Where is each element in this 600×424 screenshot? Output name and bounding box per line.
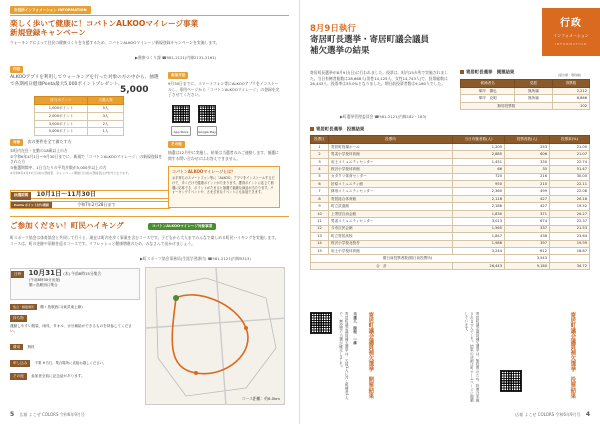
election-qr-icon[interactable]	[310, 312, 332, 334]
side-heading: 寄居町議会議員補欠選挙 投票結果	[569, 312, 576, 399]
council-heading: 寄居町議会議員補欠選挙 開票結果	[367, 312, 374, 399]
council-col-1: 寄居町議会議員補欠選挙は、欠員1人に対し候補者1人で、無投票で当選が確定しました。	[339, 312, 350, 400]
map-caption: コース距離：約6.0km	[241, 395, 280, 401]
table-row: 10 上寄居自治会館 1,830 371 20.27	[311, 210, 590, 217]
target-section: 対象 次の要件を全て満たす方	[10, 139, 71, 146]
table-row: 15 用土小学校体育館 3,244 612 18.87	[311, 247, 590, 254]
right-footer: 広報 よこぜ COLORS 令和6年9月号 4	[515, 410, 590, 418]
table-row: 9 町立武道館 2,186 427 19.52	[311, 203, 590, 210]
results-table: 候補者名 党派 得票数 峯岸 優也 無所属 2,212 峯岸 克明 無所属 6,866 無効投票数 102	[460, 79, 590, 110]
app-store-button[interactable]: App Store	[171, 126, 191, 136]
requirements-list: ①町内在住・在勤の18歳以上の方 ②令和6年4月1日〜9月30日までに、新規で「コバトンALKOOマイレージ」の新規登録をされた方 ③抽選期間中、1日当たりの平均歩数が5,000歩以上の方 ※令和6年3月31日以前の登録者、キャンペーン開始日以前の登録者は対象外となります。	[10, 148, 163, 175]
election-contact: ▶町選挙管理委員会 ☎581-2121(内線182・183)	[340, 114, 427, 119]
hiking-details: 集合・解散場所 鶴ヶ島駅西口(東武東上線) 持ち物 運動しやすい服装、雨具、タオル、水分補給ができるものを持参してください。 費用 無料 申し込み 不要 ※当日、集合場所に直接お越しください。 その他 参加者全員に記念品があります。	[10, 305, 132, 379]
max-points: 5,000	[120, 85, 149, 95]
header-rule	[10, 15, 289, 16]
table-row: 3 用土コミュニティセンター 1,451 330 22.74	[311, 158, 590, 165]
table-row: 7 鉢形コミュニティセンター 2,360 499 22.08	[311, 188, 590, 195]
table-row: 4 桜沢小学校体育館 66 35 51.47	[311, 166, 590, 173]
campaign-intro: ウォーキングによって住民の健康づくりを支援するため、コバトンALKOOマイレージ新規登録キャンペーンを実施します。	[10, 40, 220, 45]
side-col-body: 寄居町議会議員補欠選挙は、無投票のため、投票は実施されませんでした。結果の詳細は町ホームページに掲載しています。	[464, 312, 480, 402]
note-box: コバトンALKOOマイレージとは？ お手持ちのスマートフォン等に「ALKOO」アプリをインストールするだけで、歩くだけで健康ポイントがたまります。獲得ポイントに応じて抽選に応募でき、ポイントがたまると抽選で素敵な商品が当たります。ウォーキングイベントや、さまざまなイベントにも参加できます。	[168, 166, 280, 208]
app-store-qr-icon[interactable]	[172, 105, 190, 123]
election-title: 8月9日執行 寄居町長選挙・寄居町議会議員 補欠選挙の結果	[310, 24, 430, 57]
table-row: 14 桜沢小学校北校舎 1,986 397 19.99	[311, 240, 590, 247]
table-row: 11 男衾コミュニティセンター 3,013 674 22.37	[311, 218, 590, 225]
content-text: ALKOOアプリを利用してウォーキングを行った対象の方の中から、抽選で各期初日健康Ponta最大5,000ポイントプレゼント。	[10, 75, 159, 87]
google-play-button[interactable]: Google Play	[197, 126, 217, 136]
google-play-qr-icon[interactable]	[198, 105, 216, 123]
table-row: 2 男衾小学校体育館 2,885 606 21.07	[311, 151, 590, 158]
campaign-contact: ▶健康づくり課 ☎581-2121(内線2131-2161)	[135, 55, 217, 60]
hiking-contact: ▶町スポーツ協会事務局(生涯学習課内) ☎581-2121(内線5313)	[140, 256, 251, 261]
vote-heading: 寄居町長選挙 投票結果	[310, 127, 364, 133]
how-text: 9月30日までに、スマートフォン等にALKOOアプリをインストールし、専用ページから「コバトンALKOOマイレージ」の登録を完了させてください。	[168, 81, 280, 98]
category-bar: 市役所インフォメーション INFORMATION	[10, 6, 91, 14]
table-row: 13 町立寄居高校 1,847 436 23.64	[311, 233, 590, 240]
section-tab: 行政 インフォメーション INFORMATION	[542, 8, 600, 56]
table-row: 6 折原コミュニティ館 950 210 22.11	[311, 181, 590, 188]
hiking-title: ご参加ください！町民ハイキング	[10, 221, 124, 230]
section-rule	[10, 216, 289, 217]
table-row: 8 寄居総合体育館 2,116 427 20.18	[311, 195, 590, 202]
campaign-title: 楽しく歩いて健康に！コバトンALKOOマイレージ事業 新規登録キャンペーン	[10, 19, 199, 38]
period-row: 抽選期間 10月1日〜11月30日	[10, 190, 170, 199]
points-table: 付与ポイント 当選人数 1,000ポイント 5人 2,000ポイント 3人 3,000ポイント 2人 5,000ポイント 1人	[34, 96, 124, 136]
content-tag: 内容	[10, 66, 23, 73]
hiking-intro: 町スポーツ協会は体育協会と共同して行うと、現在は町内を歩く事業を含むコースです。子どもから大人までみんなで楽しめる町民ハイキングを実施します。コースは、町の史跡や旧跡を巡るコースです。リフレッシュと健康増進のため、みなさんで出かけましょう。	[10, 235, 279, 246]
vote-table: 投票区 投票所 当日有権者数(人) 投票者数(人) 投票率(%) 1 寄居町役場ホール 1,205 253 21.00 2 男衾小学校体育館 2,885 606 21.07 3 用土コミュニティセンター 1,451 330 22.74 4 桜沢小学校体育館 66 35 51.47 5 カタクリ体育センター 720 216 30.00 6 折原コミュニティ館 950 210 22.11 7 鉢形コミュニティセンター 2,360 499 22.08 8 寄居総合体育館 2,116 427 20.18 9 町立武道館 2,186 427 19.52 10 上寄居自治会館 1,830 371 20.27 11 男衾コミュニティセンター 3,013 674 22.37 12 今市区民会館 1,565 337 21.53 13 町立寄居高校 1,847 436 23.64 14 桜沢小学校北校舎 1,986 397 19.99 15 用土小学校体育館 3,244 612 18.87 期日前投票者数(期日前投票所) 3,543 合 計 26,443 9,160 34.72	[310, 135, 590, 270]
left-footer: 5 広報 よこぜ COLORS 令和6年9月号	[10, 410, 85, 418]
right-page	[300, 0, 600, 424]
table-row: 12 今市区民会館 1,565 337 21.53	[311, 225, 590, 232]
course-route-svg	[146, 268, 285, 405]
how-tag: 参加方法	[168, 72, 188, 79]
alkoo-badge: コバトンALKOOマイレージ対象事業	[148, 223, 216, 230]
results-heading: 寄居町長選挙 開票結果	[460, 70, 514, 76]
other-text: 抽選は12月中に実施し、結果は当選者のみご連絡します。抽選に関する問い合わせにはお答えできません。	[168, 150, 279, 161]
date-box: 日時 10月31日 (木) 午前8時15分集合 (午前8時30分出発) 鶴ヶ島駅西口集合	[10, 268, 140, 300]
table-row: 5 カタクリ体育センター 720 216 30.00	[311, 173, 590, 180]
council-qr-icon[interactable]	[500, 370, 522, 392]
table-row: 1 寄居町役場ホール 1,205 253 21.00	[311, 143, 590, 150]
results-note: (届出順・敬称略)	[558, 73, 582, 77]
election-intro: 寄居町長選挙が8月9日(日)に行われました。投票は、町内15カ所で実施されました。当日有権者総数は28,868人(男性14,125人、女性14,743人)で、投票総数は26,443人、投票率は55.0%となりました。期日前投票者数は9,160人でした。	[310, 70, 448, 87]
council-col-2: 当選人 関根 一雄	[353, 312, 358, 345]
course-map	[145, 267, 285, 405]
other-tag: その他	[168, 141, 185, 148]
announce-row: Ponta ポイント付与期間 令和7年2月28日まで	[10, 201, 170, 209]
